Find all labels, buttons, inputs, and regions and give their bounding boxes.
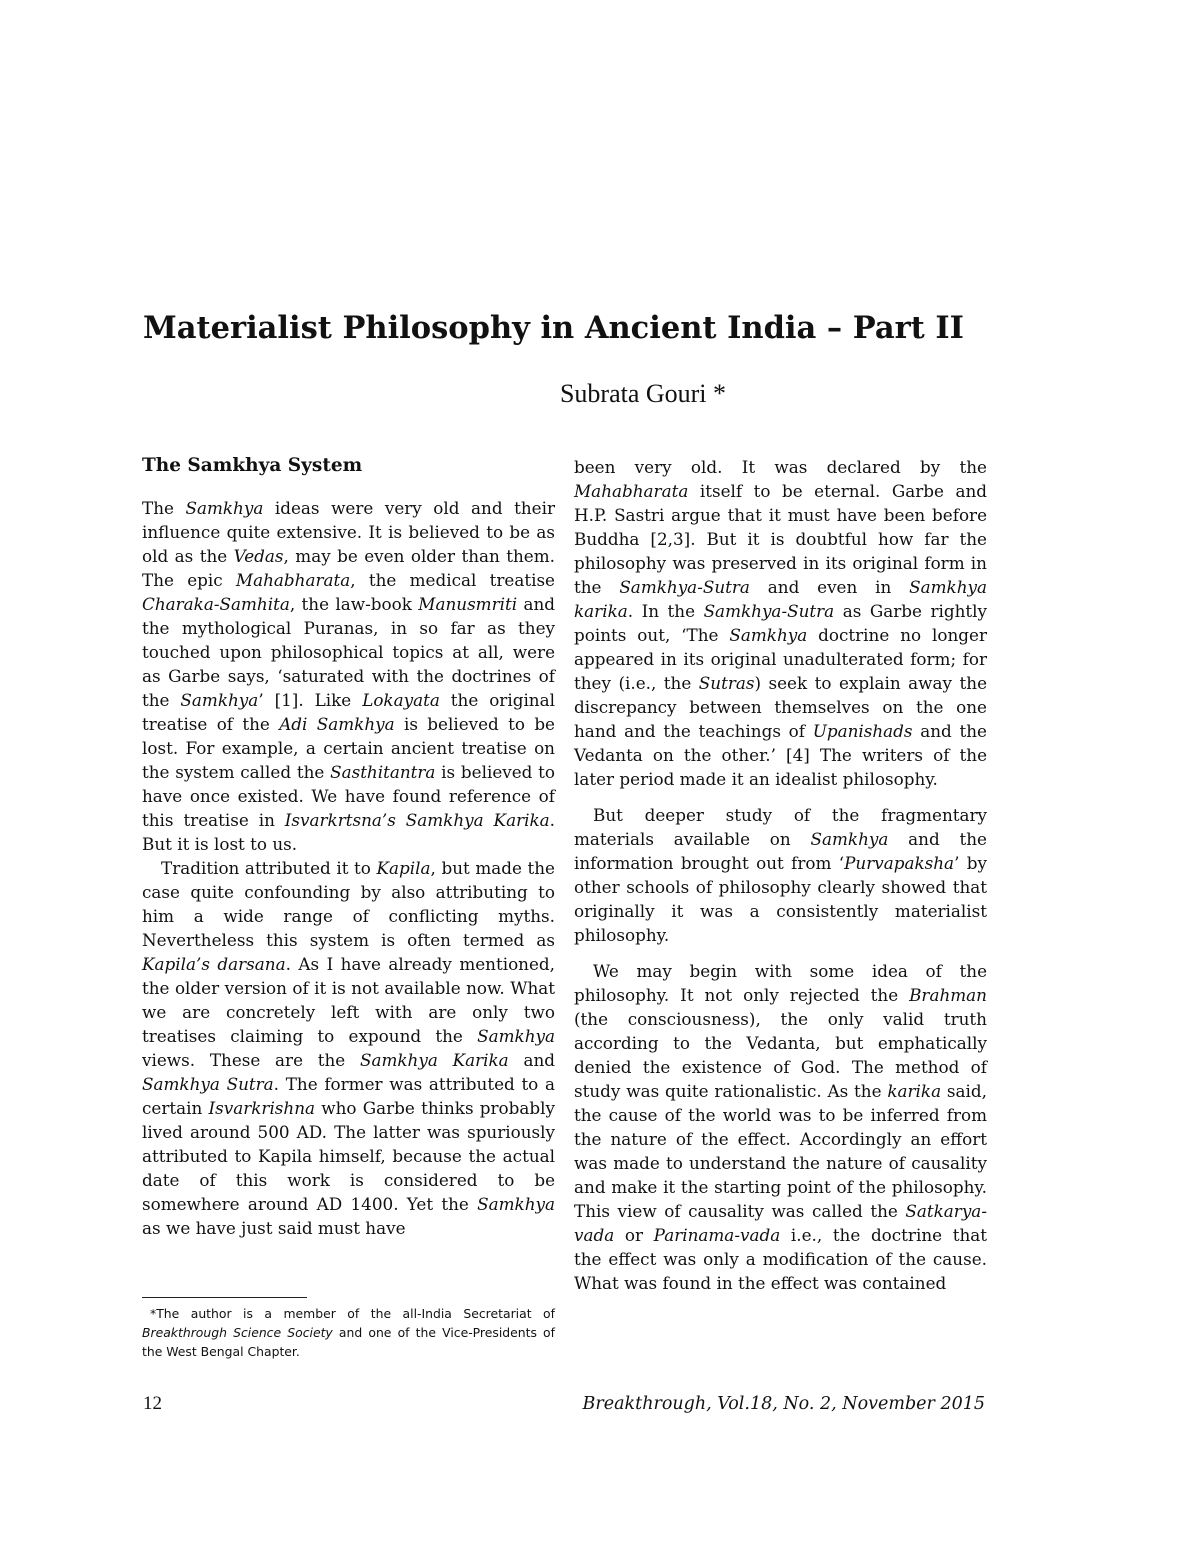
paragraph: Tradition attributed it to Kapila, but made the case quite confounding by also attributing to him a wide range of conflicting myths. Nevertheless this system is often termed as Kapila’s darsana. As I have already mentioned, the older version of it is not available now. What we are concretely left with are only two treatises claiming to expound the Samkhya views. These are the Samkhya Karika and Samkhya Sutra. The former was attributed to a certain Isvarkrishna who Garbe thinks probably lived around 500 AD. The latter was spuriously attributed to Kapila himself, because the actual date of this work is considered to be somewhere around AD 1400. Yet the Samkhya as we have just said must have <box>142 858 556 1238</box>
italic-term: Samkhya <box>810 829 889 849</box>
italic-term: Vedas <box>233 546 284 566</box>
section-heading: The Samkhya System <box>142 455 363 476</box>
italic-term: Mahabharata <box>235 570 351 590</box>
paragraph: The Samkhya ideas were very old and their influence quite extensive. It is believed to be as old as the Vedas, may be even older than them. The epic Mahabharata, the medical treatise Charaka-Samhita, the law-book Manusmriti and the mythological Puranas, in so far as they touched upon philosophical topics at all, were as Garbe says, ‘saturated with the doctrines of the Samkhya’ [1]. Like Lokayata the original treatise of the Adi Samkhya is believed to be lost. For example, a certain ancient treatise on the system called the Sasthitantra is believed to have once existed. We have found reference of this treatise in Isvarkrtsna’s Samkhya Karika. But it is lost to us. <box>142 498 556 854</box>
footnote-divider <box>142 1297 307 1298</box>
italic-term: Samkhya Karika <box>359 1050 509 1070</box>
italic-term: Adi Samkhya <box>279 714 395 734</box>
italic-term: Kapila’s darsana <box>142 954 286 974</box>
italic-term: Samkhya <box>477 1026 555 1046</box>
italic-term: Samkhya Sutra <box>142 1074 274 1094</box>
italic-term: Samkhya-Sutra <box>703 601 835 621</box>
italic-term: Parinama-vada <box>653 1225 781 1245</box>
author-byline <box>143 377 1143 411</box>
page-number: 12 <box>143 1393 162 1414</box>
paragraph: We may begin with some idea of the philosophy. It not only rejected the Brahman (the consciousness), the only valid truth according to the Vedanta, but emphatically denied the existence of God. The method of study was quite rationalistic. As the karika said, the cause of the world was to be inferred from the nature of the effect. Accordingly an effort was made to understand the nature of causality and make it the starting point of the philosophy. This view of causality was called the Satkarya-vada or Parinama-vada i.e., the doctrine that the effect was only a modification of the cause. What was found in the effect was contained <box>574 961 987 1293</box>
author-name: Subrata Gouri * <box>559 379 727 408</box>
italic-term: Lokayata <box>362 690 440 710</box>
italic-term: karika <box>887 1081 942 1101</box>
footnote-text: *The author is a member of the all-India Secretariat of Breakthrough Science Society and one of the Vice-Presidents of the West Bengal Chapter. <box>142 1306 556 1359</box>
italic-term: Isvarkrishna <box>208 1098 316 1118</box>
italic-term: Charaka-Samhita <box>142 594 290 614</box>
italic-term: Upanishads <box>812 721 913 741</box>
italic-term: Samkhya karika <box>574 577 987 621</box>
article-title: Materialist Philosophy in Ancient India – Part II <box>143 310 964 346</box>
italic-term: Manusmriti <box>418 594 518 614</box>
italic-term: Samkhya-Sutra <box>619 577 750 597</box>
italic-term: Brahman <box>909 985 987 1005</box>
italic-term: Samkhya <box>729 625 808 645</box>
footnote <box>142 1304 555 1361</box>
italic-term: Samkhya <box>185 498 264 518</box>
paragraph: been very old. It was declared by the Mahabharata itself to be eternal. Garbe and H.P. Sastri argue that it must have been before Buddha [2,3]. But it is doubtful how far the philosophy was preserved in its original form in the Samkhya-Sutra and even in Samkhya karika. In the Samkhya-Sutra as Garbe rightly points out, ‘The Samkhya doctrine no longer appeared in its original unadulterated form; for they (i.e., the Sutras) seek to explain away the discrepancy between themselves on the one hand and the teachings of Upanishads and the Vedanta on the other.’ [4] The writers of the later period made it an idealist philosophy. <box>574 457 987 789</box>
italic-term: Isvarkrtsna’s Samkhya Karika <box>284 810 550 830</box>
italic-term: Sasthitantra <box>330 762 436 782</box>
italic-term: Breakthrough Science Society <box>142 1325 333 1340</box>
italic-term: Sutras <box>698 673 755 693</box>
right-column <box>574 455 987 1295</box>
italic-term: Purvapaksha <box>844 853 955 873</box>
paragraph: But deeper study of the fragmentary materials available on Samkhya and the information brought out from ‘Purvapaksha’ by other schools of philosophy clearly showed that originally it was a consistently materialist philosophy. <box>574 805 987 945</box>
journal-citation: Breakthrough, Vol.18, No. 2, November 2015 <box>582 1394 985 1414</box>
left-column <box>142 452 555 1240</box>
italic-term: Satkarya-vada <box>574 1201 987 1245</box>
italic-term: Samkhya <box>477 1194 555 1214</box>
italic-term: Mahabharata <box>574 481 689 501</box>
italic-term: Kapila <box>376 858 431 878</box>
italic-term: Samkhya <box>180 690 259 710</box>
